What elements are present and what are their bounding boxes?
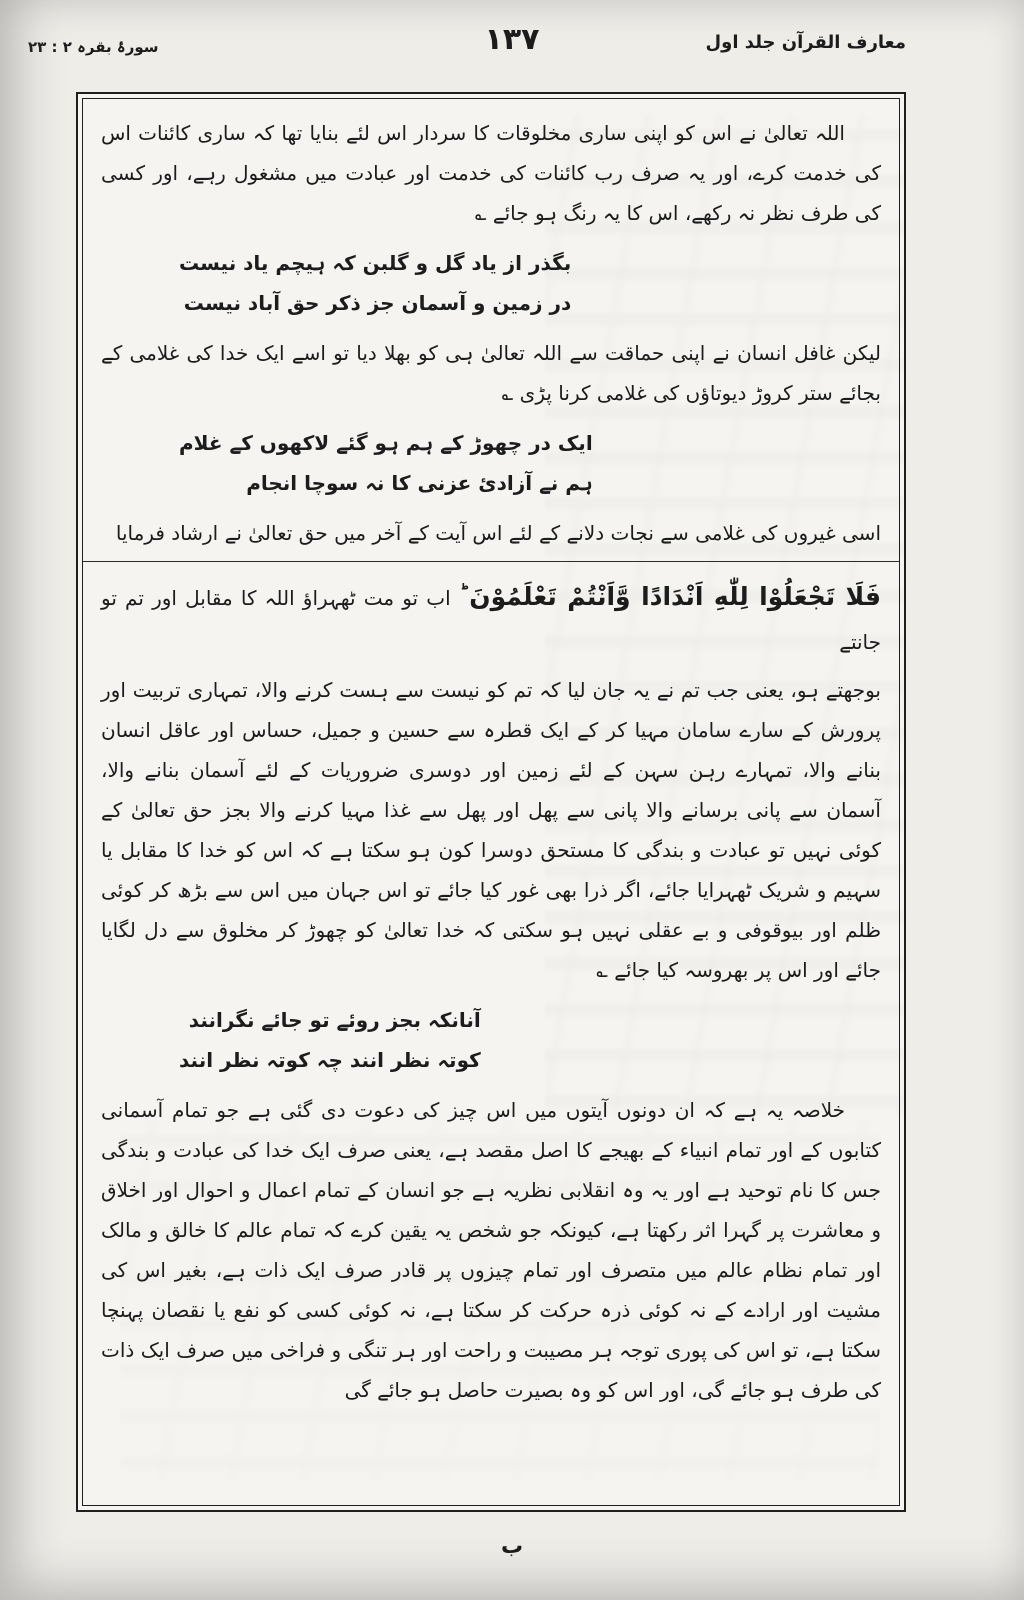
book-title: معارف القرآن جلد اول [705,32,906,53]
section-divider-line [83,561,899,562]
text-frame-border [76,92,906,1512]
couplet-line: آنانکہ بجز روئے تو جائے نگرانند [188,1008,481,1032]
page-number: ۱۳۷ [484,22,540,57]
paragraph-lead-to-verse: اسی غیروں کی غلامی سے نجات دلانے کے لئے اس آیت کے آخر میں حق تعالیٰ نے ارشاد فرمایا [115,521,881,545]
arabic-verse-text: فَلَا تَجْعَلُوْا لِلّٰهِ اَنْدَادًا وَّاَنْتُمْ تَعْلَمُوْنَ ؕ [458,582,881,611]
paragraph-khulasa: خلاصہ یہ ہے کہ ان دونوں آیتوں میں اس چیز کی دعوت دی گئی ہے جو تمام آسمانی کتابوں کے اور تمام انبیاء کے بھیجے کا اصل مقصد ہے، یعنی صرف ایک خدا کی عبادت و بندگی جس کا نام توحید ہے اور یہ وہ انقلابی نظریہ ہے جو انسان کے تمام اعمال و احوال اور اخلاق و معاشرت پر گہرا اثر رکھتا ہے، کیونکہ جو شخص یہ یقین کرے کہ تمام عالم کا خالق و مالک اور تمام نظام عالم میں متصرف اور تمام چیزوں پر قادر صرف ایک ذات ہے، بغیر اس کی مشیت اور ارادے کے نہ کوئی ذرہ حرکت کر سکتا ہے، نہ کوئی کسی کو نفع یا نقصان پہنچا سکتا ہے، تو اس کی پوری توجہ ہر مصیبت و راحت اور ہر تنگی و فراخی میں صرف ایک ذات کی طرف ہو جائے گی، اور اس کو وہ بصیرت حاصل ہو جائے گی [101,1098,881,1402]
persian-couplet-1 [179,243,571,323]
paragraph-explanation: بوجھتے ہو، یعنی جب تم نے یہ جان لیا کہ تم کو نیست سے ہست کرنے والا، تمہاری تربیت اور پرورش کے سارے سامان مہیا کر کے ایک قطرہ سے حسین و جمیل، حساس اور عاقل انسان بنانے والا، تمہارے رہن سہن کے لئے زمین اور دوسری ضروریات کے لئے آسمان بنانے والا، آسمان سے پانی برسانے والا پانی سے پھل اور پھل سے غذا مہیا کرنے والا بجز حق تعالیٰ کے کوئی نہیں تو عبادت و بندگی کا مستحق دوسرا کون ہو سکتا ہے کہ اس کو خدا کا مقابل یا سہیم و شریک ٹھہرایا جائے، اگر ذرا بھی غور کیا جائے تو اس جہان میں اس سے بڑھ کر کوئی ظلم اور بیوقوفی و بے عقلی نہیں ہو سکتی کہ خدا تعالیٰ کو چھوڑ کر مخلوق سے دل لگایا جائے اور اس پر بھروسہ کیا جائے ؎ [101,678,881,982]
catchword: ب [500,1534,524,1559]
verse-translation-start: اب تو مت ٹھہراؤ اللہ کا مقابل اور تم تو جانتے [101,586,881,654]
couplet-line: بگذر از یاد گل و گلبن کہ ہیچم یاد نیست [179,251,572,275]
paragraph-ghafil-insan: لیکن غافل انسان نے اپنی حماقت سے اللہ تعالیٰ ہی کو بھلا دیا تو اسے ایک خدا کی غلامی کے بجائے ستر کروڑ دیوتاؤں کی غلامی کرنا پڑی ؎ [101,341,881,405]
couplet-line: ہم نے آزادیٔ عزنی کا نہ سوچا انجام [246,471,593,495]
paragraph-intro: اللہ تعالیٰ نے اس کو اپنی ساری مخلوقات کا سردار اس لئے بنایا تھا کہ ساری کائنات اس کی خدمت کرے، اور یہ صرف رب کائنات کی خدمت اور عبادت میں مشغول رہے، اور کسی کی طرف نظر نہ رکھے، اس کا یہ رنگ ہو جائے ؎ [101,121,881,225]
surah-reference: سورۂ بقرہ ۲ : ۲۳ [28,38,159,56]
text-body [82,98,900,1506]
couplet-line: ایک در چھوڑ کے ہم ہو گئے لاکھوں کے غلام [179,431,593,455]
couplet-line: در زمین و آسمان جز ذکر حق آباد نیست [183,291,572,315]
urdu-couplet-2 [179,423,593,503]
quran-verse-line [101,572,881,662]
page-header [0,22,1024,82]
persian-couplet-3 [179,1000,481,1080]
couplet-line: کوتہ نظر انند چہ کوتہ نظر انند [179,1048,481,1072]
